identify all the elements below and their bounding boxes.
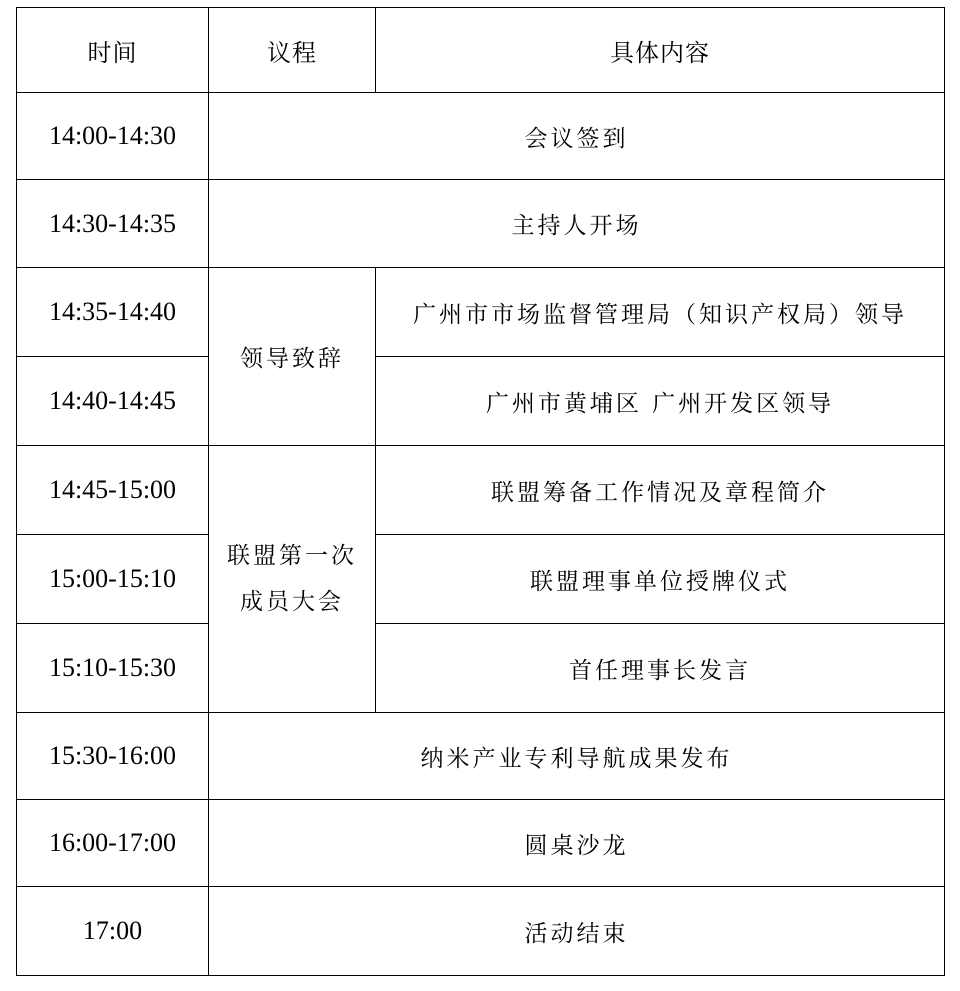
time-cell: 14:45-15:00 bbox=[17, 446, 209, 535]
table-row bbox=[17, 713, 945, 800]
content-cell: 会议签到 bbox=[209, 93, 945, 180]
content-cell: 主持人开场 bbox=[209, 180, 945, 268]
detail-cell: 首任理事长发言 bbox=[376, 624, 945, 713]
time-cell: 14:35-14:40 bbox=[17, 268, 209, 357]
header-detail: 具体内容 bbox=[376, 8, 945, 93]
table-row bbox=[17, 180, 945, 268]
time-cell: 15:00-15:10 bbox=[17, 535, 209, 624]
table-row bbox=[17, 800, 945, 887]
agenda-item-first-assembly bbox=[209, 446, 376, 713]
detail-cell: 广州市市场监督管理局（知识产权局）领导 bbox=[376, 268, 945, 357]
agenda-table bbox=[16, 7, 945, 976]
header-row bbox=[17, 8, 945, 93]
table-row bbox=[17, 268, 945, 357]
detail-cell: 广州市黄埔区 广州开发区领导 bbox=[376, 357, 945, 446]
time-cell: 14:40-14:45 bbox=[17, 357, 209, 446]
content-cell: 圆桌沙龙 bbox=[209, 800, 945, 887]
time-cell: 15:10-15:30 bbox=[17, 624, 209, 713]
time-cell: 15:30-16:00 bbox=[17, 713, 209, 800]
table-row bbox=[17, 624, 945, 713]
table-row bbox=[17, 535, 945, 624]
header-item: 议程 bbox=[209, 8, 376, 93]
time-cell: 16:00-17:00 bbox=[17, 800, 209, 887]
time-cell: 17:00 bbox=[17, 887, 209, 976]
detail-cell: 联盟筹备工作情况及章程简介 bbox=[376, 446, 945, 535]
detail-cell: 联盟理事单位授牌仪式 bbox=[376, 535, 945, 624]
agenda-item-line: 成员大会 bbox=[240, 589, 344, 615]
content-cell: 活动结束 bbox=[209, 887, 945, 976]
header-time: 时间 bbox=[17, 8, 209, 93]
table-row bbox=[17, 446, 945, 535]
agenda-item-line: 联盟第一次 bbox=[227, 543, 357, 569]
table-row bbox=[17, 357, 945, 446]
table-row bbox=[17, 93, 945, 180]
time-cell: 14:00-14:30 bbox=[17, 93, 209, 180]
content-cell: 纳米产业专利导航成果发布 bbox=[209, 713, 945, 800]
table-row bbox=[17, 887, 945, 976]
time-cell: 14:30-14:35 bbox=[17, 180, 209, 268]
agenda-item-leaders-speech: 领导致辞 bbox=[209, 268, 376, 446]
